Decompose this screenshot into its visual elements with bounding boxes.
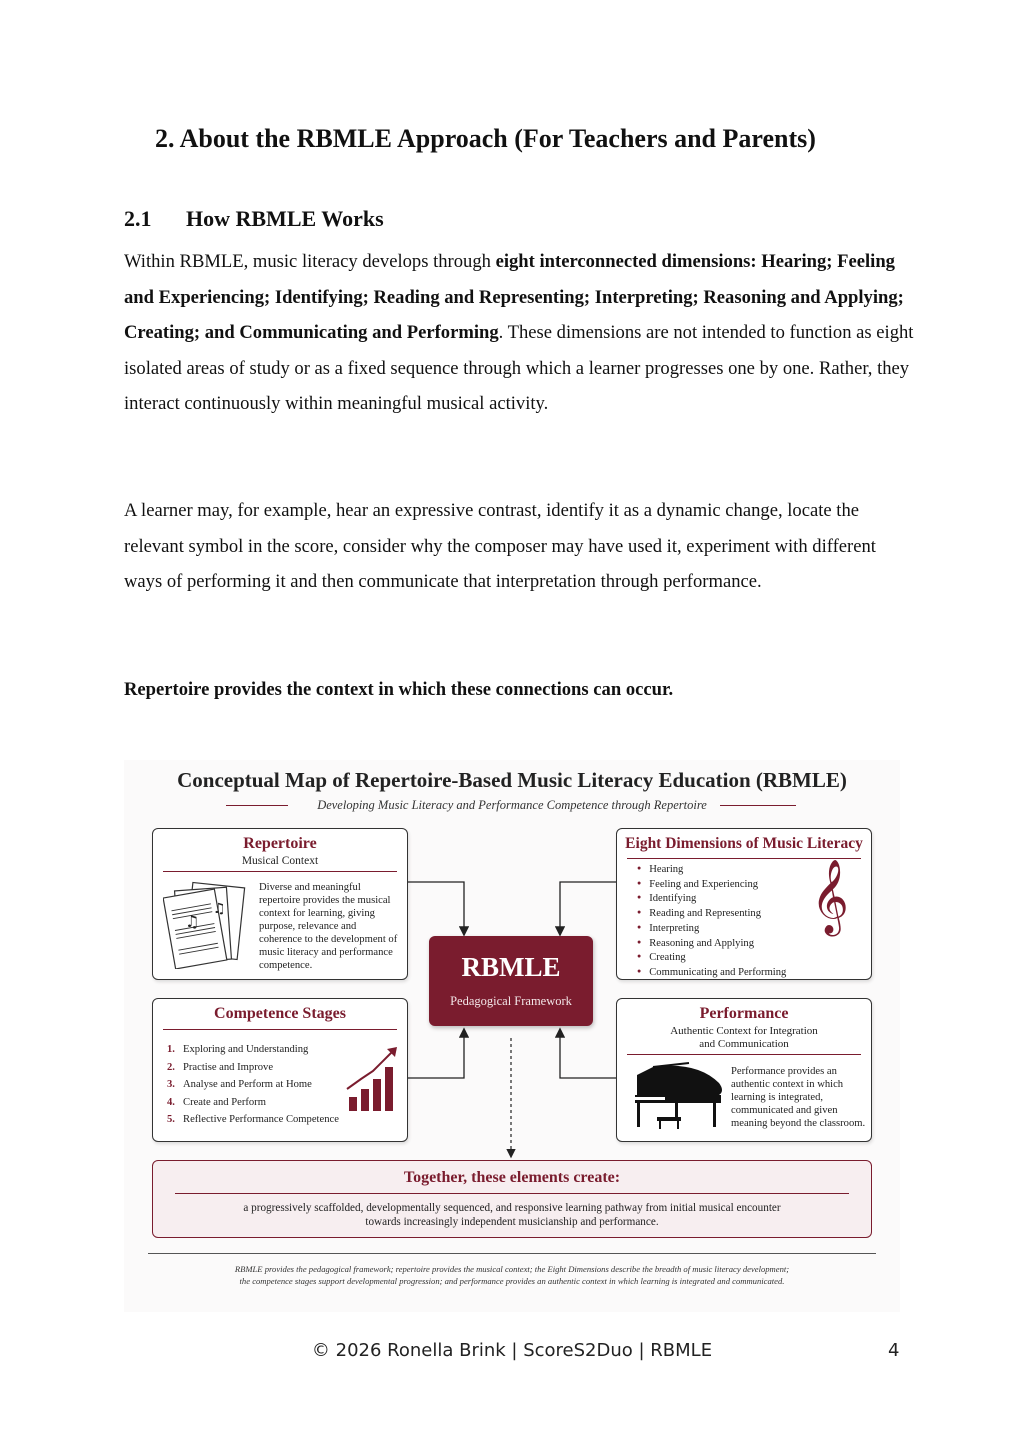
dimension-item: ● Reading and Representing bbox=[637, 907, 786, 922]
paragraph-rest: . These dimensions are not intended to function as eight isolated areas of study or as a fixed sequence through which a learner progresses one by one. Rather, they interact continuously within meaningful musical activity. bbox=[124, 322, 914, 414]
stage-label: Analyse and Perform at Home bbox=[183, 1079, 312, 1090]
page-footer: © 2026 Ronella Brink | ScoreS2Duo | RBMLE bbox=[311, 1340, 713, 1361]
svg-text:♫: ♫ bbox=[213, 901, 226, 917]
dimension-item: ● Interpreting bbox=[637, 922, 786, 937]
together-text bbox=[153, 1201, 871, 1229]
footnote-line-2: the competence stages support developmental progression; and performance provides an authentic context in which learning is integrated and communicated. bbox=[239, 1276, 785, 1286]
grand-piano-icon bbox=[627, 1061, 731, 1135]
stage-item bbox=[167, 1111, 339, 1129]
stage-label: Practise and Improve bbox=[183, 1061, 274, 1073]
section-title: About the RBMLE Approach (For Teachers and Parents) bbox=[179, 124, 816, 153]
section-number: 2. bbox=[155, 124, 175, 153]
dimensions-title: Eight Dimensions of Music Literacy bbox=[625, 835, 863, 852]
figure-title: Conceptual Map of Repertoire-Based Music Literacy Education (RBMLE) bbox=[177, 768, 847, 792]
together-box bbox=[152, 1160, 872, 1238]
stages-list bbox=[167, 1041, 339, 1129]
subsection-heading bbox=[124, 206, 384, 232]
performance-subtitle-2: and Communication bbox=[699, 1038, 789, 1050]
repertoire-subtitle: Musical Context bbox=[241, 855, 319, 867]
performance-title: Performance bbox=[699, 1005, 789, 1022]
stage-item bbox=[167, 1059, 339, 1077]
stage-label: Reflective Performance Competence bbox=[183, 1114, 339, 1125]
performance-box bbox=[616, 998, 872, 1142]
stage-item bbox=[167, 1041, 339, 1059]
figure-footnote bbox=[124, 1263, 900, 1287]
dimension-item: ● Creating bbox=[637, 951, 786, 966]
dimension-item: ● Reasoning and Applying bbox=[637, 937, 786, 952]
together-title: Together, these elements create: bbox=[403, 1169, 621, 1186]
performance-text: Performance provides an authentic context in which learning is integrated, communicated and given meaning beyond the classroom. bbox=[731, 1066, 866, 1129]
dimension-item: ● Identifying bbox=[637, 892, 786, 907]
svg-text:♫: ♫ bbox=[185, 912, 200, 931]
stage-number: 4. bbox=[167, 1096, 175, 1108]
sheet-music-icon bbox=[163, 881, 247, 969]
paragraph-intro: Within RBMLE, music literacy develops through bbox=[124, 251, 496, 272]
stage-number: 2. bbox=[167, 1061, 175, 1073]
repertoire-rule bbox=[163, 871, 397, 872]
rbmle-center-box bbox=[429, 936, 593, 1026]
together-text-line-1: a progressively scaffolded, developmentally sequenced, and responsive learning pathway from initial musical encounter bbox=[243, 1202, 781, 1214]
stage-label: Exploring and Understanding bbox=[183, 1044, 309, 1055]
dimension-item: ● Communicating and Performing bbox=[637, 966, 786, 981]
repertoire-text: Diverse and meaningful repertoire provides the musical context for learning, giving purpose, relevance and coherence to the development of music literacy and performance competence. bbox=[259, 882, 398, 971]
stage-number: 5. bbox=[167, 1114, 175, 1125]
treble-clef-icon: 𝄞 bbox=[811, 860, 849, 934]
paragraph-example: A learner may, for example, hear an expressive contrast, identify it as a dynamic change, locate the relevant symbol in the score, consider why the composer may have used it, experiment with different ways of performing it and then communicate that interpretation through performance. bbox=[124, 500, 876, 592]
stage-item bbox=[167, 1076, 339, 1094]
growth-chart-icon bbox=[345, 1045, 401, 1113]
stage-number: 1. bbox=[167, 1044, 175, 1055]
paragraph-repertoire-bold: Repertoire provides the context in which these connections can occur. bbox=[124, 679, 674, 700]
together-rule bbox=[175, 1193, 849, 1194]
together-text-line-2: towards increasingly independent musicianship and performance. bbox=[365, 1216, 659, 1228]
dimensions-rule bbox=[627, 858, 861, 859]
competence-stages-box bbox=[152, 998, 408, 1142]
paragraph-bold-dimensions: eight interconnected dimensions: Hearing; Feeling and Experiencing; Identifying; Reading and Representing; Interpreting; Reasoning and Applying; Creating; and Communicating and Performing bbox=[124, 251, 904, 343]
performance-rule bbox=[627, 1054, 861, 1055]
section-heading bbox=[155, 124, 816, 154]
stages-rule bbox=[163, 1029, 397, 1030]
stages-title: Competence Stages bbox=[214, 1005, 346, 1022]
rbmle-subtitle: Pedagogical Framework bbox=[450, 994, 572, 1008]
figure-subtitle: Developing Music Literacy and Performance Competence through Repertoire bbox=[317, 798, 707, 812]
subtitle-rule-right bbox=[720, 805, 796, 806]
subsection-number: 2.1 bbox=[124, 206, 152, 231]
footnote-line-1: RBMLE provides the pedagogical framework; repertoire provides the musical context; the Eight Dimensions describe the breadth of music literacy development; bbox=[234, 1264, 790, 1274]
performance-subtitle-1: Authentic Context for Integration bbox=[670, 1025, 818, 1037]
stage-item bbox=[167, 1094, 339, 1112]
figure-divider bbox=[148, 1253, 876, 1254]
dimensions-list bbox=[637, 863, 786, 981]
stage-label: Create and Perform bbox=[183, 1096, 266, 1108]
rbmle-title: RBMLE bbox=[461, 952, 561, 982]
paragraph-dimensions bbox=[124, 244, 914, 422]
stage-number: 3. bbox=[167, 1079, 175, 1090]
subsection-title: How RBMLE Works bbox=[186, 206, 384, 231]
repertoire-box bbox=[152, 828, 408, 980]
dimension-item: ● Feeling and Experiencing bbox=[637, 878, 786, 893]
paragraph-repertoire bbox=[124, 672, 914, 708]
dimensions-box bbox=[616, 828, 872, 980]
page-number: 4 bbox=[888, 1340, 900, 1361]
dimension-item: ● Hearing bbox=[637, 863, 786, 878]
repertoire-title: Repertoire bbox=[243, 835, 317, 852]
conceptual-map-figure bbox=[124, 760, 900, 1312]
